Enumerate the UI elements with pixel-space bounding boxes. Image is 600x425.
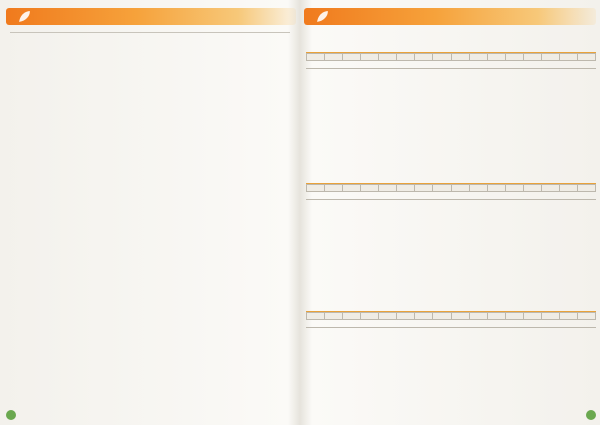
district-total-row <box>306 192 596 200</box>
leaf-icon <box>18 10 31 23</box>
column-header <box>523 185 541 192</box>
right-page <box>302 0 600 425</box>
column-header <box>307 313 325 320</box>
column-header <box>415 185 433 192</box>
column-header <box>451 54 469 61</box>
column-header <box>343 185 361 192</box>
column-header <box>307 54 325 61</box>
column-header <box>523 313 541 320</box>
column-header <box>325 54 343 61</box>
column-header <box>487 313 505 320</box>
column-header <box>325 313 343 320</box>
column-header <box>577 313 595 320</box>
district-total-row <box>306 61 596 69</box>
column-header <box>577 54 595 61</box>
offering-table <box>306 312 596 320</box>
column-header <box>397 313 415 320</box>
column-header <box>577 185 595 192</box>
column-header <box>541 313 559 320</box>
column-header <box>523 54 541 61</box>
left-page-number <box>6 410 16 420</box>
column-header <box>433 185 451 192</box>
column-header <box>541 54 559 61</box>
column-header <box>505 185 523 192</box>
column-header <box>415 54 433 61</box>
column-header <box>559 185 577 192</box>
sermon-title <box>10 30 290 33</box>
column-header <box>433 54 451 61</box>
column-header <box>379 313 397 320</box>
offering-table <box>306 53 596 61</box>
column-header <box>505 54 523 61</box>
column-header <box>343 54 361 61</box>
column-header <box>541 185 559 192</box>
column-header <box>559 54 577 61</box>
column-header <box>451 313 469 320</box>
offering-table <box>306 184 596 192</box>
district-section <box>306 299 596 328</box>
table-header-row <box>307 313 596 320</box>
column-header <box>433 313 451 320</box>
table-header-row <box>307 54 596 61</box>
column-header <box>451 185 469 192</box>
district-section <box>306 171 596 200</box>
column-header <box>487 54 505 61</box>
table-header-row <box>307 185 596 192</box>
column-header <box>469 185 487 192</box>
right-page-number <box>586 410 596 420</box>
column-header <box>361 54 379 61</box>
district-header <box>306 171 596 184</box>
column-header <box>415 313 433 320</box>
right-header-bar <box>304 8 596 25</box>
column-header <box>379 185 397 192</box>
left-header-bar <box>6 8 296 25</box>
sermon-body <box>10 30 290 39</box>
column-header <box>379 54 397 61</box>
column-header <box>343 313 361 320</box>
column-header <box>361 185 379 192</box>
left-page <box>0 0 298 425</box>
district-section <box>306 40 596 69</box>
column-header <box>397 185 415 192</box>
column-header <box>505 313 523 320</box>
leaf-icon <box>316 10 329 23</box>
district-header <box>306 299 596 312</box>
column-header <box>559 313 577 320</box>
column-header <box>469 54 487 61</box>
district-header <box>306 40 596 53</box>
column-header <box>469 313 487 320</box>
column-header <box>361 313 379 320</box>
column-header <box>487 185 505 192</box>
column-header <box>397 54 415 61</box>
column-header <box>325 185 343 192</box>
column-header <box>307 185 325 192</box>
district-total-row <box>306 320 596 328</box>
